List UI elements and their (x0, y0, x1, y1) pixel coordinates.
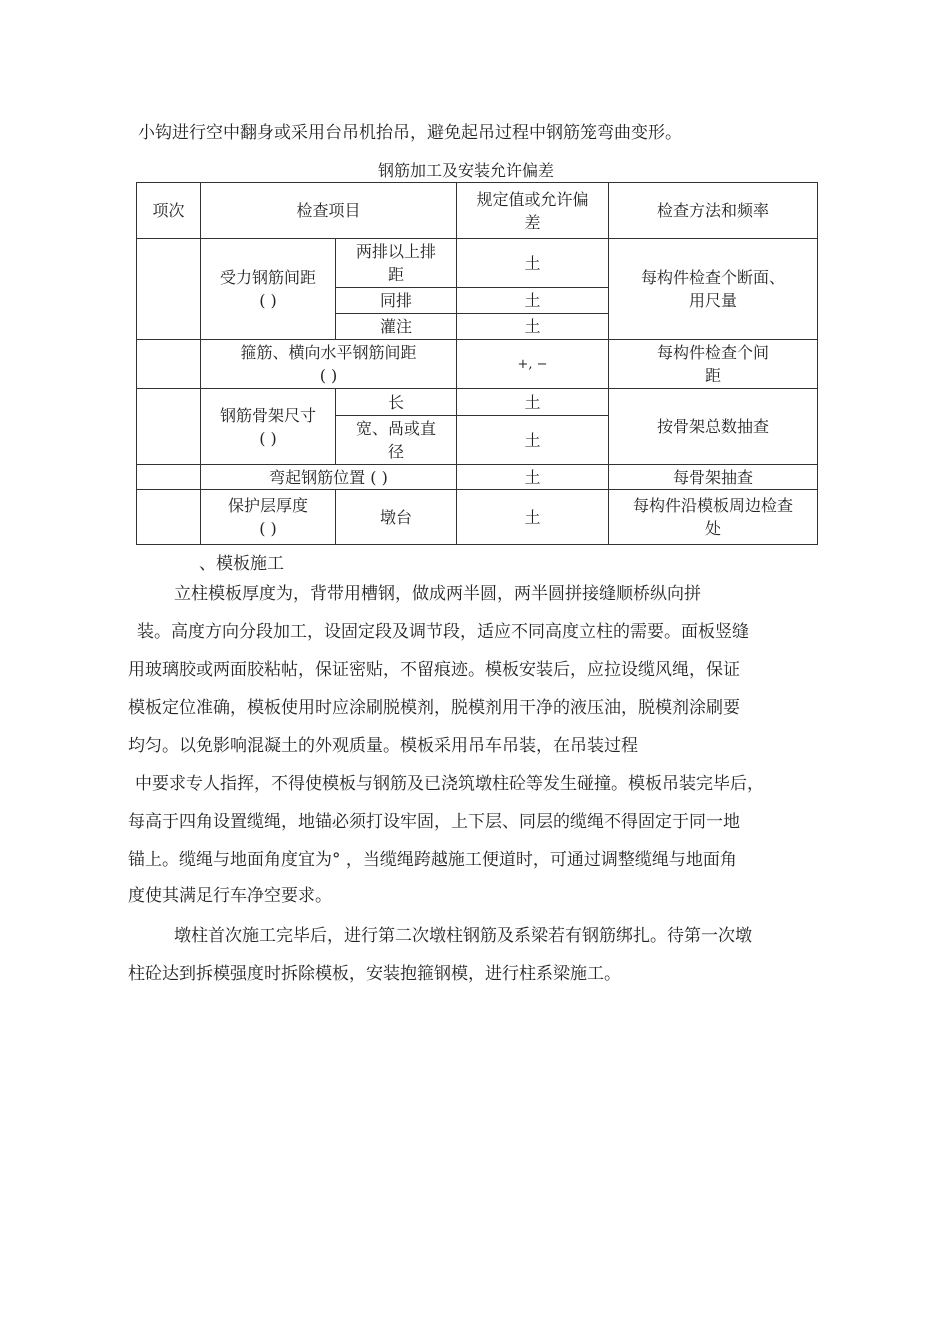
paragraph-line: 墩柱首次施工完毕后，进行第二次墩柱钢筋及系梁若有钢筋绑扎。待第一次墩 (174, 926, 752, 946)
cell-cage-method: 按骨架总数抽查 (609, 389, 818, 465)
cell-stirrup-label (201, 340, 457, 389)
table-caption: 钢筋加工及安装允许偏差 (378, 161, 555, 180)
stirrup-label-line1: 箍筋、横向水平钢筋间距 (240, 343, 417, 362)
header-tolerance-line1: 规定值或允许偏 (476, 189, 589, 209)
paragraph-line: 中要求专人指挥，不得使模板与钢筋及已浇筑墩柱砼等发生碰撞。模板吊装完毕后， (135, 774, 764, 794)
cell-cover-method (609, 490, 818, 545)
cell-bent-value: 土 (457, 465, 609, 490)
cover-method-line2: 处 (705, 519, 722, 538)
paragraph-line: 用玻璃胶或两面胶粘帖，保证密贴，不留痕迹。模板安装后，应拉设缆风绳，保证 (128, 660, 740, 680)
cell-bent-label: 弯起钢筋位置 ( ) (201, 465, 457, 490)
cell-cover-label (201, 490, 336, 545)
cell-spacing-val2: 土 (457, 288, 609, 314)
spacing-sub1-line2: 距 (388, 265, 405, 284)
cage-label-line2: ( ) (259, 428, 277, 448)
tolerance-table (136, 182, 818, 545)
header-no: 项次 (137, 183, 201, 239)
cell-spacing-method (609, 239, 818, 340)
cell-stirrup-value: +, − (457, 340, 609, 389)
cell-cage-sub1: 长 (336, 389, 457, 416)
cell-spacing-sub1 (336, 239, 457, 288)
cell-bent-method: 每骨架抽查 (609, 465, 818, 490)
stirrup-label-line2: ( ) (319, 366, 338, 385)
intro-line: 小钩进行空中翻身或采用台吊机抬吊，避免起吊过程中钢筋笼弯曲变形。 (138, 123, 682, 143)
paragraph-line: 均匀。以免影响混凝土的外观质量。模板采用吊车吊装，在吊装过程 (128, 736, 638, 756)
paragraph-line: 立柱模板厚度为，背带用槽钢，做成两半圆，两半圆拼接缝顺桥纵向拼 (174, 584, 701, 604)
table-header-row (137, 183, 818, 239)
stirrup-method-line1: 每构件检查个间 (657, 343, 770, 362)
cell-cover-sub: 墩台 (336, 490, 457, 545)
cover-label-line1: 保护层厚度 (227, 496, 308, 515)
table-row (137, 340, 818, 389)
spacing-label-line1: 受力钢筋间距 (219, 268, 316, 287)
cage-sub2-line1: 宽、咼或直 (356, 419, 437, 438)
cell-stirrup-method (609, 340, 818, 389)
cage-label-line1: 钢筋骨架尺寸 (219, 405, 316, 425)
cell-cage-val2: 土 (457, 416, 609, 465)
cell-no-cover (137, 490, 201, 545)
cell-spacing-sub2: 同排 (336, 288, 457, 314)
spacing-label-line2: ( ) (259, 291, 277, 310)
cell-no-cage (137, 389, 201, 465)
header-tolerance-line2: 差 (524, 212, 541, 232)
cell-spacing-label (201, 239, 336, 340)
paragraph-line: 装。高度方向分段加工，设固定段及调节段，适应不同高度立柱的需要。面板竖缝 (137, 622, 749, 642)
spacing-method-line2: 用尺量 (689, 291, 738, 310)
cell-spacing-val3: 土 (457, 314, 609, 340)
table-row (137, 389, 818, 416)
table-row (137, 239, 818, 288)
cage-sub2-line2: 径 (388, 442, 405, 461)
paragraph-line: 每高于四角设置缆绳，地锚必须打设牢固，上下层、同层的缆绳不得固定于同一地 (128, 812, 740, 832)
paragraph-line: 模板定位准确，模板使用时应涂刷脱模剂，脱模剂用干净的液压油，脱模剂涂刷要 (128, 698, 740, 718)
stirrup-method-line2: 距 (705, 366, 722, 385)
section-heading: 、模板施工 (199, 554, 284, 574)
cell-cage-label (201, 389, 336, 465)
paragraph-line: 柱砼达到拆模强度时拆除模板，安装抱箍钢模，进行柱系梁施工。 (128, 964, 621, 984)
cell-spacing-val1: 土 (457, 239, 609, 288)
cover-label-line2: ( ) (259, 519, 277, 538)
cell-no-stirrup (137, 340, 201, 389)
cell-cage-sub2 (336, 416, 457, 465)
cell-no-spacing (137, 239, 201, 340)
cell-spacing-sub3: 灌注 (336, 314, 457, 340)
cell-cage-val1: 土 (457, 389, 609, 416)
cell-cover-value: 土 (457, 490, 609, 545)
spacing-sub1-line1: 两排以上排 (356, 242, 437, 261)
paragraph-line: 锚上。缆绳与地面角度宜为° ，当缆绳跨越施工便道时，可通过调整缆绳与地面角 (128, 850, 737, 870)
table-row (137, 465, 818, 490)
paragraph-line: 度使其满足行车净空要求。 (128, 886, 332, 906)
cell-no-bent (137, 465, 201, 490)
header-method: 检查方法和频率 (609, 183, 818, 239)
spacing-method-line1: 每构件检查个断面、 (641, 268, 786, 287)
header-tolerance (457, 183, 609, 239)
header-item: 检查项目 (201, 183, 457, 239)
cover-method-line1: 每构件沿模板周边检查 (633, 496, 794, 515)
table-row (137, 490, 818, 545)
